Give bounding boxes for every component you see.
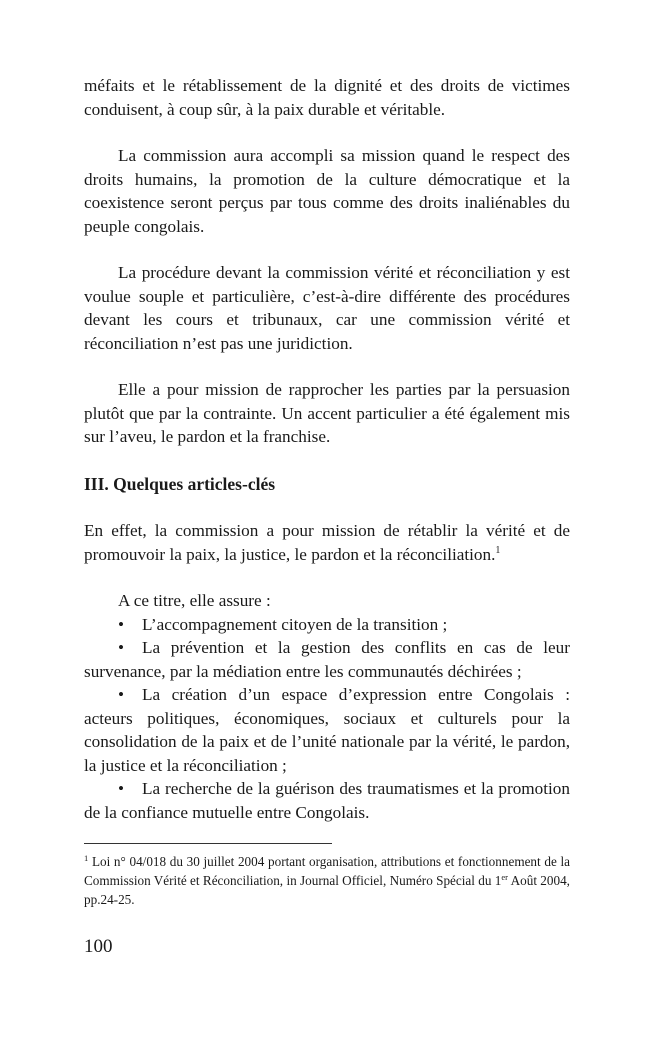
page-number: 100: [84, 936, 113, 957]
footnote-superscript: er: [501, 872, 508, 882]
bullet-icon: •: [118, 779, 125, 798]
paragraph-persuasion: Elle a pour mission de rapprocher les parties par la persuasion plutôt que par la contrainte. Un accent particulier a été également mis sur l’aveu, le pardon et la franchise.: [84, 380, 570, 446]
section-heading: III. Quelques articles-clés: [84, 473, 276, 494]
bullet-icon: •: [118, 614, 125, 634]
footnote-divider: [84, 843, 332, 844]
footnote-reference: 1: [495, 544, 501, 556]
list-item-text: L’accompagnement citoyen de la transition ;: [142, 614, 448, 634]
list-item: [84, 777, 570, 824]
page-body: [84, 74, 570, 824]
footnote-text-before: Loi n° 04/018 du 30 juillet 2004 portant organisation, attributions et fonctionnement de la Commission Vérité et Réconciliation, in Journal Officiel, Numéro Spécial du 1: [84, 854, 571, 888]
bullet-icon: •: [118, 685, 125, 704]
paragraph-continuation: méfaits et le rétablissement de la dignité et des droits de victimes conduisent, à coup sûr, à la paix durable et véritable.: [84, 76, 570, 119]
list-item: [84, 636, 570, 683]
list-item-text: La recherche de la guérison des traumatismes et la promotion de la confiance mutuelle entre Congolais.: [84, 779, 570, 822]
paragraph-mission-accomplished: La commission aura accompli sa mission quand le respect des droits humains, la promotion de la culture démocratique et la coexistence seront perçus par tous comme des droits inaliénables du peuple congolais.: [84, 146, 570, 236]
footnote-text-after: Août 2004, pp.24-25.: [84, 873, 570, 907]
bullet-icon: •: [118, 638, 125, 657]
list-intro: A ce titre, elle assure :: [118, 591, 271, 610]
footnote-number: 1: [84, 853, 89, 863]
footnote: [84, 852, 570, 909]
list-item-text: La création d’un espace d’expression entre Congolais : acteurs politiques, économiques, sociaux et culturels pour la consolidation de la paix et de l’unité nationale par la vérité, le pardon, la justice et la réconciliation ;: [84, 685, 570, 775]
list-item: [84, 683, 570, 777]
paragraph-procedure: La procédure devant la commission vérité et réconciliation y est voulue souple et particulière, c’est-à-dire différente des procédures devant les cours et tribunaux, car une commission vérité et réconciliation n’est pas une juridiction.: [84, 263, 570, 353]
list-item-text: La prévention et la gestion des conflits en cas de leur survenance, par la médiation entre les communautés déchirées ;: [84, 638, 570, 681]
paragraph-mission-statement: [84, 519, 570, 566]
list-item: [84, 613, 570, 637]
paragraph-mission-text: En effet, la commission a pour mission de rétablir la vérité et de promouvoir la paix, la justice, le pardon et la réconciliation.: [84, 521, 570, 564]
